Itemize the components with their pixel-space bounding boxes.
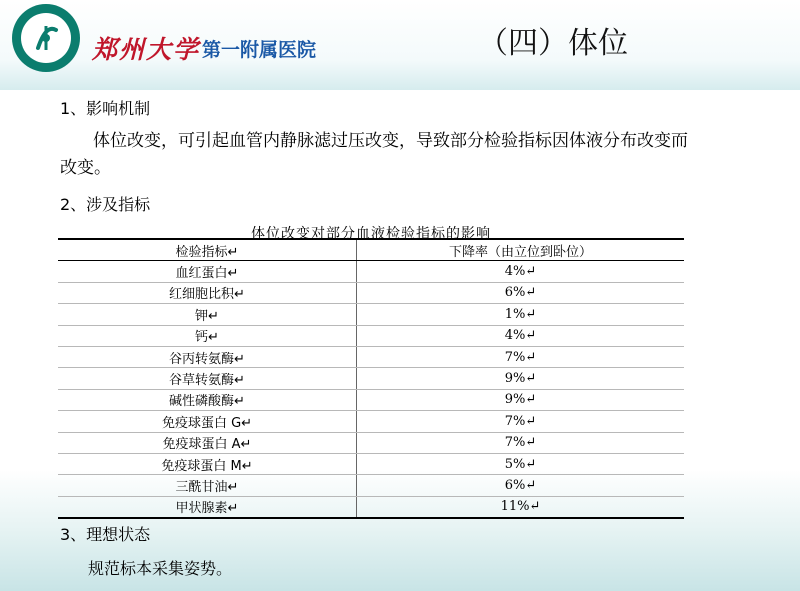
table-row <box>58 453 684 474</box>
indicator-cell: 钙↵ <box>58 325 357 346</box>
rate-cell: 1%↵ <box>357 304 685 325</box>
table-row <box>58 475 684 496</box>
rate-cell: 6%↵ <box>357 282 685 303</box>
rate-cell: 9%↵ <box>357 389 685 410</box>
rate-cell: 7%↵ <box>357 411 685 432</box>
ideal-state-text: 规范标本采集姿势。 <box>88 559 233 578</box>
mechanism-paragraph: 体位改变，可引起血管内静脉滤过压改变，导致部分检验指标因体液分布改变而改变。 <box>60 131 688 178</box>
indicator-cell: 血红蛋白↵ <box>58 261 357 282</box>
rate-cell: 9%↵ <box>357 368 685 389</box>
table-header-row <box>58 239 684 261</box>
slide-title: （四）体位 <box>478 26 628 61</box>
table-row <box>58 368 684 389</box>
rate-cell: 6%↵ <box>357 475 685 496</box>
indicator-table <box>58 238 684 519</box>
table-caption: 体位改变对部分血液检验指标的影响 <box>251 226 491 242</box>
table-row <box>58 496 684 518</box>
hospital-name: 第一附属医院 <box>202 39 317 61</box>
table-row <box>58 325 684 346</box>
rate-cell: 7%↵ <box>357 432 685 453</box>
indicator-cell: 免疫球蛋白 M↵ <box>58 453 357 474</box>
rate-cell: 5%↵ <box>357 453 685 474</box>
indicator-cell: 钾↵ <box>58 304 357 325</box>
indicator-cell: 碱性磷酸酶↵ <box>58 389 357 410</box>
indicator-cell: 甲状腺素↵ <box>58 496 357 518</box>
rate-cell: 11%↵ <box>357 496 685 518</box>
section-heading-mechanism: 1、影响机制 <box>60 99 151 118</box>
university-name: 郑州大学 <box>92 35 201 64</box>
indicator-cell: 红细胞比积↵ <box>58 282 357 303</box>
table-row <box>58 411 684 432</box>
indicator-cell: 谷草转氨酶↵ <box>58 368 357 389</box>
table-row <box>58 389 684 410</box>
table-row <box>58 304 684 325</box>
indicator-cell: 免疫球蛋白 A↵ <box>58 432 357 453</box>
indicator-cell: 谷丙转氨酶↵ <box>58 346 357 367</box>
rate-cell: 7%↵ <box>357 346 685 367</box>
indicator-cell: 免疫球蛋白 G↵ <box>58 411 357 432</box>
table-row <box>58 346 684 367</box>
column-header-decline-rate: 下降率（由立位到卧位） <box>357 239 685 261</box>
table-row <box>58 282 684 303</box>
table-row <box>58 432 684 453</box>
section-heading-indicators: 2、涉及指标 <box>60 195 151 214</box>
rate-cell: 4%↵ <box>357 261 685 282</box>
hospital-seal-icon <box>12 4 80 72</box>
column-header-indicator: 检验指标↵ <box>58 239 357 261</box>
seal-emblem-icon <box>26 18 66 58</box>
section-heading-ideal-state: 3、理想状态 <box>60 525 151 544</box>
table-row <box>58 261 684 282</box>
indicator-cell: 三酰甘油↵ <box>58 475 357 496</box>
rate-cell: 4%↵ <box>357 325 685 346</box>
